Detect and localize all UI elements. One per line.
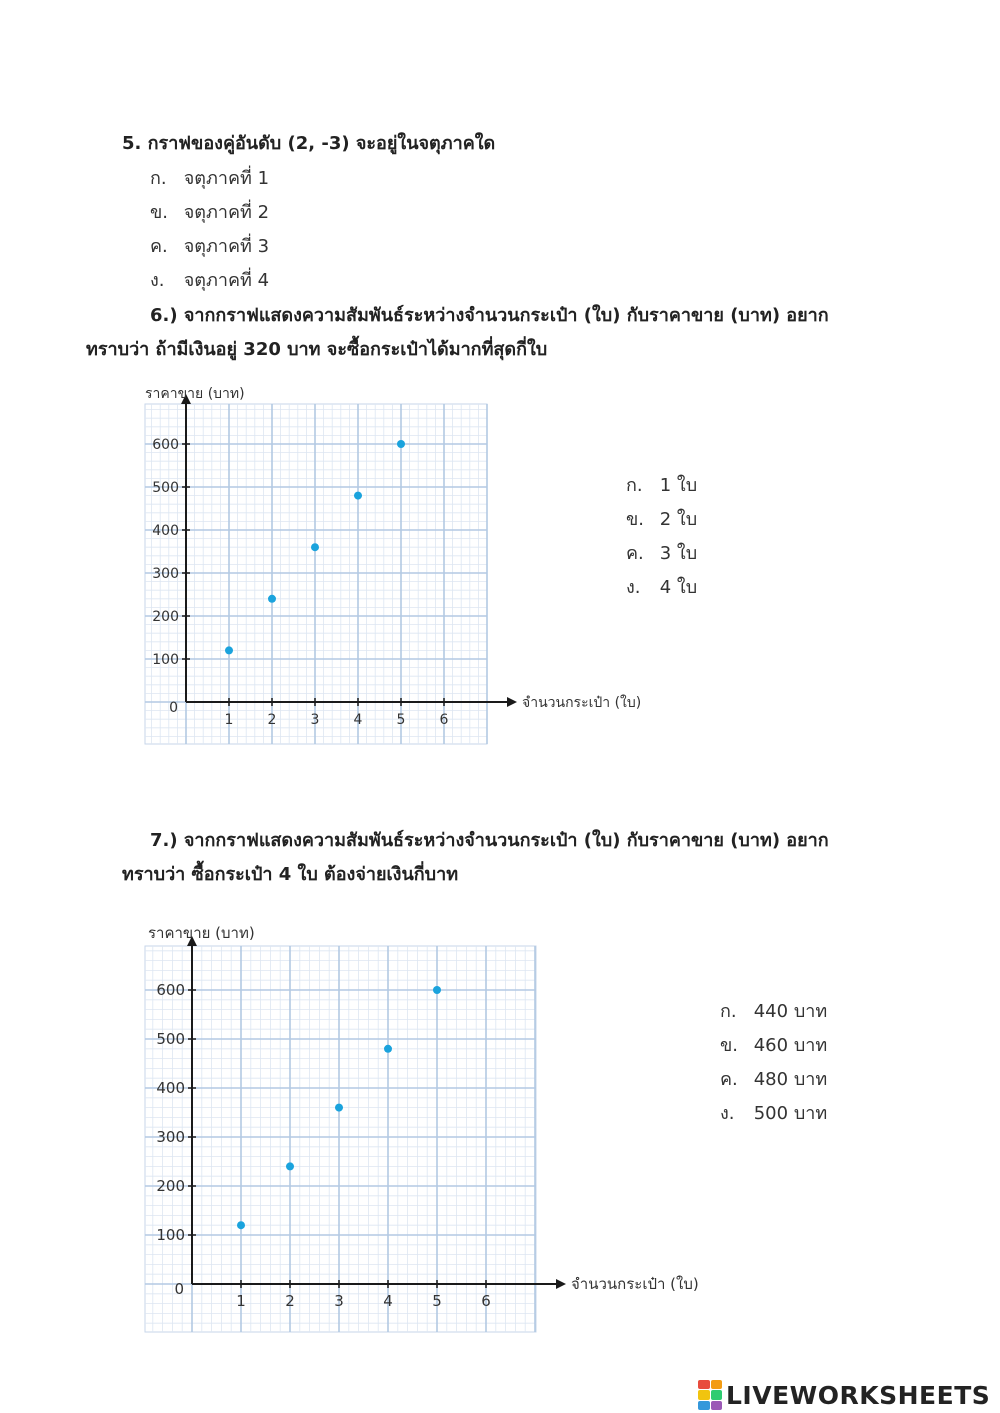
logo-badge-tile <box>698 1390 710 1399</box>
option-text: จตุภาคที่ 2 <box>183 202 270 223</box>
q6-title-line2: ทราบว่า ถ้ามีเงินอยู่ 320 บาท จะซื้อกระเป๋าได้มากที่สุดกี่ใบ <box>86 339 548 360</box>
x-tick-label: 1 <box>236 1292 246 1310</box>
logo-badge-tile <box>711 1390 723 1399</box>
q6-option-4[interactable] <box>626 572 697 601</box>
x-tick-label: 5 <box>396 712 406 728</box>
logo-badge-tile <box>698 1380 710 1389</box>
x-tick-label: 4 <box>353 712 363 728</box>
q6-chart <box>130 378 642 748</box>
q7-option-4[interactable] <box>720 1098 827 1127</box>
q5-option-1[interactable] <box>150 163 269 192</box>
q7-option-2[interactable] <box>720 1030 827 1059</box>
option-text: จตุภาคที่ 1 <box>183 168 270 189</box>
y-axis-title: ราคาขาย (บาท) <box>148 924 255 942</box>
q6-option-2[interactable] <box>626 504 697 533</box>
x-tick-label: 2 <box>285 1292 295 1310</box>
option-text: จตุภาคที่ 4 <box>183 270 270 291</box>
option-label: ค. <box>150 236 168 257</box>
y-tick-label: 600 <box>152 437 179 453</box>
q5-option-2[interactable] <box>150 197 269 226</box>
x-tick-label: 3 <box>334 1292 344 1310</box>
q7-chart <box>130 915 700 1340</box>
data-point <box>354 492 362 500</box>
y-tick-label: 200 <box>152 609 179 625</box>
option-label: ค. <box>720 1069 738 1090</box>
x-axis-title: จำนวนกระเป๋า (ใบ) <box>571 1275 699 1293</box>
x-tick-label: 6 <box>481 1292 491 1310</box>
q6-option-3[interactable] <box>626 538 697 567</box>
option-label: ข. <box>626 509 645 530</box>
y-tick-label: 500 <box>156 1030 185 1048</box>
option-text: 3 ใบ <box>659 543 698 564</box>
option-label: ข. <box>720 1035 739 1056</box>
option-label: ง. <box>626 577 641 598</box>
x-tick-label: 2 <box>267 712 277 728</box>
option-label: ก. <box>626 475 643 496</box>
q5-option-3[interactable] <box>150 231 269 260</box>
q7-title-line1: 7.) จากกราฟแสดงความสัมพันธ์ระหว่างจำนวนกระเป๋า (ใบ) กับราคาขาย (บาท) อยาก <box>150 830 829 851</box>
data-point <box>268 595 276 603</box>
logo-badge-tile <box>698 1401 710 1410</box>
option-text: จตุภาคที่ 3 <box>183 236 270 257</box>
x-tick-label: 4 <box>383 1292 393 1310</box>
option-text: 1 ใบ <box>659 475 698 496</box>
option-label: ค. <box>626 543 644 564</box>
origin-label: 0 <box>169 700 178 716</box>
data-point <box>384 1045 392 1053</box>
q6-option-1[interactable] <box>626 470 697 499</box>
option-label: ง. <box>720 1103 735 1124</box>
data-point <box>237 1221 245 1229</box>
x-axis-arrow-icon <box>556 1279 566 1289</box>
y-tick-label: 500 <box>152 480 179 496</box>
x-tick-label: 1 <box>224 712 234 728</box>
data-point <box>311 543 319 551</box>
option-label: ก. <box>150 168 167 189</box>
logo-badge-tile <box>711 1401 723 1410</box>
option-text: 2 ใบ <box>659 509 698 530</box>
q7-title-line2: ทราบว่า ซื้อกระเป๋า 4 ใบ ต้องจ่ายเงินกี่บาท <box>122 864 459 885</box>
x-tick-label: 6 <box>439 712 449 728</box>
x-tick-label: 3 <box>310 712 320 728</box>
brand-name: LIVEWORKSHEETS <box>726 1380 991 1410</box>
option-text: 4 ใบ <box>659 577 698 598</box>
option-text: 460 บาท <box>753 1035 828 1056</box>
q7-option-1[interactable] <box>720 996 827 1025</box>
y-axis-title: ราคาขาย (บาท) <box>145 386 245 402</box>
origin-label: 0 <box>174 1280 184 1298</box>
data-point <box>225 646 233 654</box>
data-point <box>286 1162 294 1170</box>
option-label: ข. <box>150 202 169 223</box>
x-axis-title: จำนวนกระเป๋า (ใบ) <box>522 695 642 711</box>
option-label: ก. <box>720 1001 737 1022</box>
y-tick-label: 400 <box>156 1079 185 1097</box>
y-tick-label: 200 <box>156 1177 185 1195</box>
y-tick-label: 400 <box>152 523 179 539</box>
liveworksheets-logo[interactable] <box>698 1378 990 1412</box>
y-tick-label: 300 <box>152 566 179 582</box>
option-text: 440 บาท <box>753 1001 828 1022</box>
y-tick-label: 100 <box>152 652 179 668</box>
data-point <box>335 1104 343 1112</box>
data-point <box>433 986 441 994</box>
data-point <box>397 440 405 448</box>
q5-option-4[interactable] <box>150 265 269 294</box>
y-tick-label: 100 <box>156 1226 185 1244</box>
y-tick-label: 300 <box>156 1128 185 1146</box>
q7-option-3[interactable] <box>720 1064 827 1093</box>
y-tick-label: 600 <box>156 981 185 999</box>
logo-badge-tile <box>711 1380 723 1389</box>
option-text: 480 บาท <box>753 1069 828 1090</box>
q6-title-line1: 6.) จากกราฟแสดงความสัมพันธ์ระหว่างจำนวนกระเป๋า (ใบ) กับราคาขาย (บาท) อยาก <box>150 305 829 326</box>
x-axis-arrow-icon <box>507 697 517 707</box>
option-text: 500 บาท <box>753 1103 828 1124</box>
q5-title: 5. กราฟของคู่อันดับ (2, -3) จะอยู่ในจตุภาคใด <box>122 133 496 154</box>
option-label: ง. <box>150 270 165 291</box>
logo-badge-icon <box>698 1380 722 1410</box>
x-tick-label: 5 <box>432 1292 442 1310</box>
